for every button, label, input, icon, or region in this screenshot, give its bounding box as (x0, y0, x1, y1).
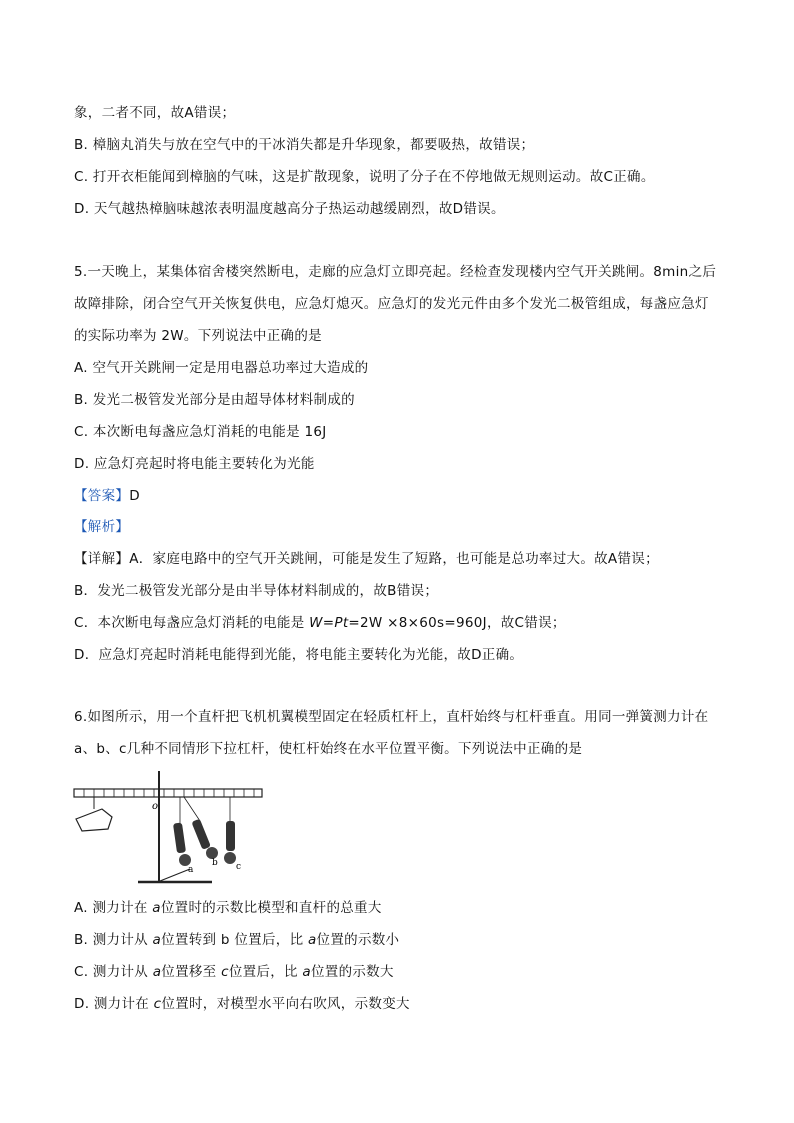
q6-b-var2: a (307, 932, 317, 948)
detail-tag: 【详解】 (74, 551, 130, 567)
prev-line-b: B. 樟脑丸消失与放在空气中的干冰消失都是升华现象，都要吸热，故错误； (74, 137, 535, 153)
answer-value: D (129, 488, 140, 504)
lever-ticks (84, 789, 254, 797)
spring-scale-c (226, 821, 235, 851)
spring-scale-a (173, 822, 186, 853)
scale-hook-c (224, 852, 236, 864)
q6-a-pre: A. 测力计在 (74, 900, 153, 916)
label-c: c (236, 862, 242, 872)
q5-option-c: C. 本次断电每盏应急灯消耗的电能是 16J (74, 424, 327, 440)
prev-line-d: D. 天气越热樟脑味越浓表明温度越高分子热运动越缓剧烈，故D错误。 (74, 201, 505, 217)
detail-a-text: A．家庭电路中的空气开关跳闸，可能是发生了短路，也可能是总功率过大。故A错误； (129, 551, 659, 567)
q6-b-mid: 位置转到 b 位置后，比 (161, 932, 308, 948)
answer-tag: 【答案】 (74, 488, 130, 504)
q6-b-pre: B. 测力计从 (74, 932, 153, 948)
q6-b-post: 位置的示数小 (316, 932, 400, 948)
q5-option-b: B. 发光二极管发光部分是由超导体材料制成的 (74, 392, 355, 408)
stand-brace (160, 869, 190, 881)
label-a: a (188, 865, 194, 875)
q5-answer (74, 486, 140, 506)
detail-c-post: =2W ×8×60s=960J，故C错误； (348, 615, 566, 631)
q5-analysis (74, 517, 129, 537)
detail-c-pre: C．本次断电每盏应急灯消耗的电能是 (74, 615, 310, 631)
q6-option-c (74, 962, 394, 982)
q6-c-post: 位置的示数大 (310, 964, 394, 980)
label-b: b (212, 858, 218, 868)
q6-c-mid2: 位置后，比 (228, 964, 303, 980)
q6-d-pre: D. 测力计在 (74, 996, 154, 1012)
q5-option-d: D. 应急灯亮起时将电能主要转化为光能 (74, 456, 315, 472)
lever-figure (72, 765, 268, 889)
q5-stem-1: 5.一天晚上，某集体宿舍楼突然断电，走廊的应急灯立即亮起。经检查发现楼内空气开关跳闸。8min之后 (74, 264, 717, 280)
q6-option-a (74, 898, 382, 918)
q5-stem-2: 故障排除，闭合空气开关恢复供电，应急灯熄灭。应急灯的发光元件由多个发光二极管组成，每盏应急灯 (74, 296, 709, 312)
q5-detail-b: B．发光二极管发光部分是由半导体材料制成的，故B错误； (74, 583, 439, 599)
q6-option-d (74, 994, 410, 1014)
analysis-tag: 【解析】 (74, 519, 130, 535)
q6-stem-2: a、b、c几种不同情形下拉杠杆，使杠杆始终在水平位置平衡。下列说法中正确的是 (74, 741, 583, 757)
q5-detail-c (74, 613, 566, 633)
q6-c-pre: C. 测力计从 (74, 964, 153, 980)
spring-scale-b (191, 819, 211, 850)
q6-c-mid: 位置移至 (161, 964, 222, 980)
q6-c-var: a (152, 964, 162, 980)
q6-option-b (74, 930, 399, 950)
detail-c-formula: W=Pt (309, 615, 349, 631)
q5-detail-d: D．应急灯亮起时消耗电能得到光能，将电能主要转化为光能，故D正确。 (74, 647, 524, 663)
q6-a-post: 位置时的示数比模型和直杆的总重大 (160, 900, 382, 916)
q6-d-var: c (153, 996, 162, 1012)
q6-stem-1: 6.如图所示，用一个直杆把飞机机翼模型固定在轻质杠杆上，直杆始终与杠杆垂直。用同一弹簧测力计在 (74, 709, 709, 725)
q6-a-var: a (152, 900, 161, 916)
pivot-label: o (152, 801, 159, 812)
q5-option-a: A. 空气开关跳闸一定是用电器总功率过大造成的 (74, 360, 369, 376)
q6-d-post: 位置时，对模型水平向右吹风，示数变大 (161, 996, 410, 1012)
q5-stem-3: 的实际功率为 2W。下列说法中正确的是 (74, 328, 322, 344)
q6-c-var2: c (221, 964, 229, 980)
q6-b-var: a (152, 932, 162, 948)
prev-line-a: 象，二者不同，故A错误； (74, 105, 236, 121)
q5-detail-a (74, 549, 659, 569)
wing-model (76, 809, 112, 831)
prev-line-c: C. 打开衣柜能闻到樟脑的气味，这是扩散现象，说明了分子在不停地做无规则运动。故C正确。 (74, 169, 655, 185)
q6-c-var3: a (302, 964, 311, 980)
